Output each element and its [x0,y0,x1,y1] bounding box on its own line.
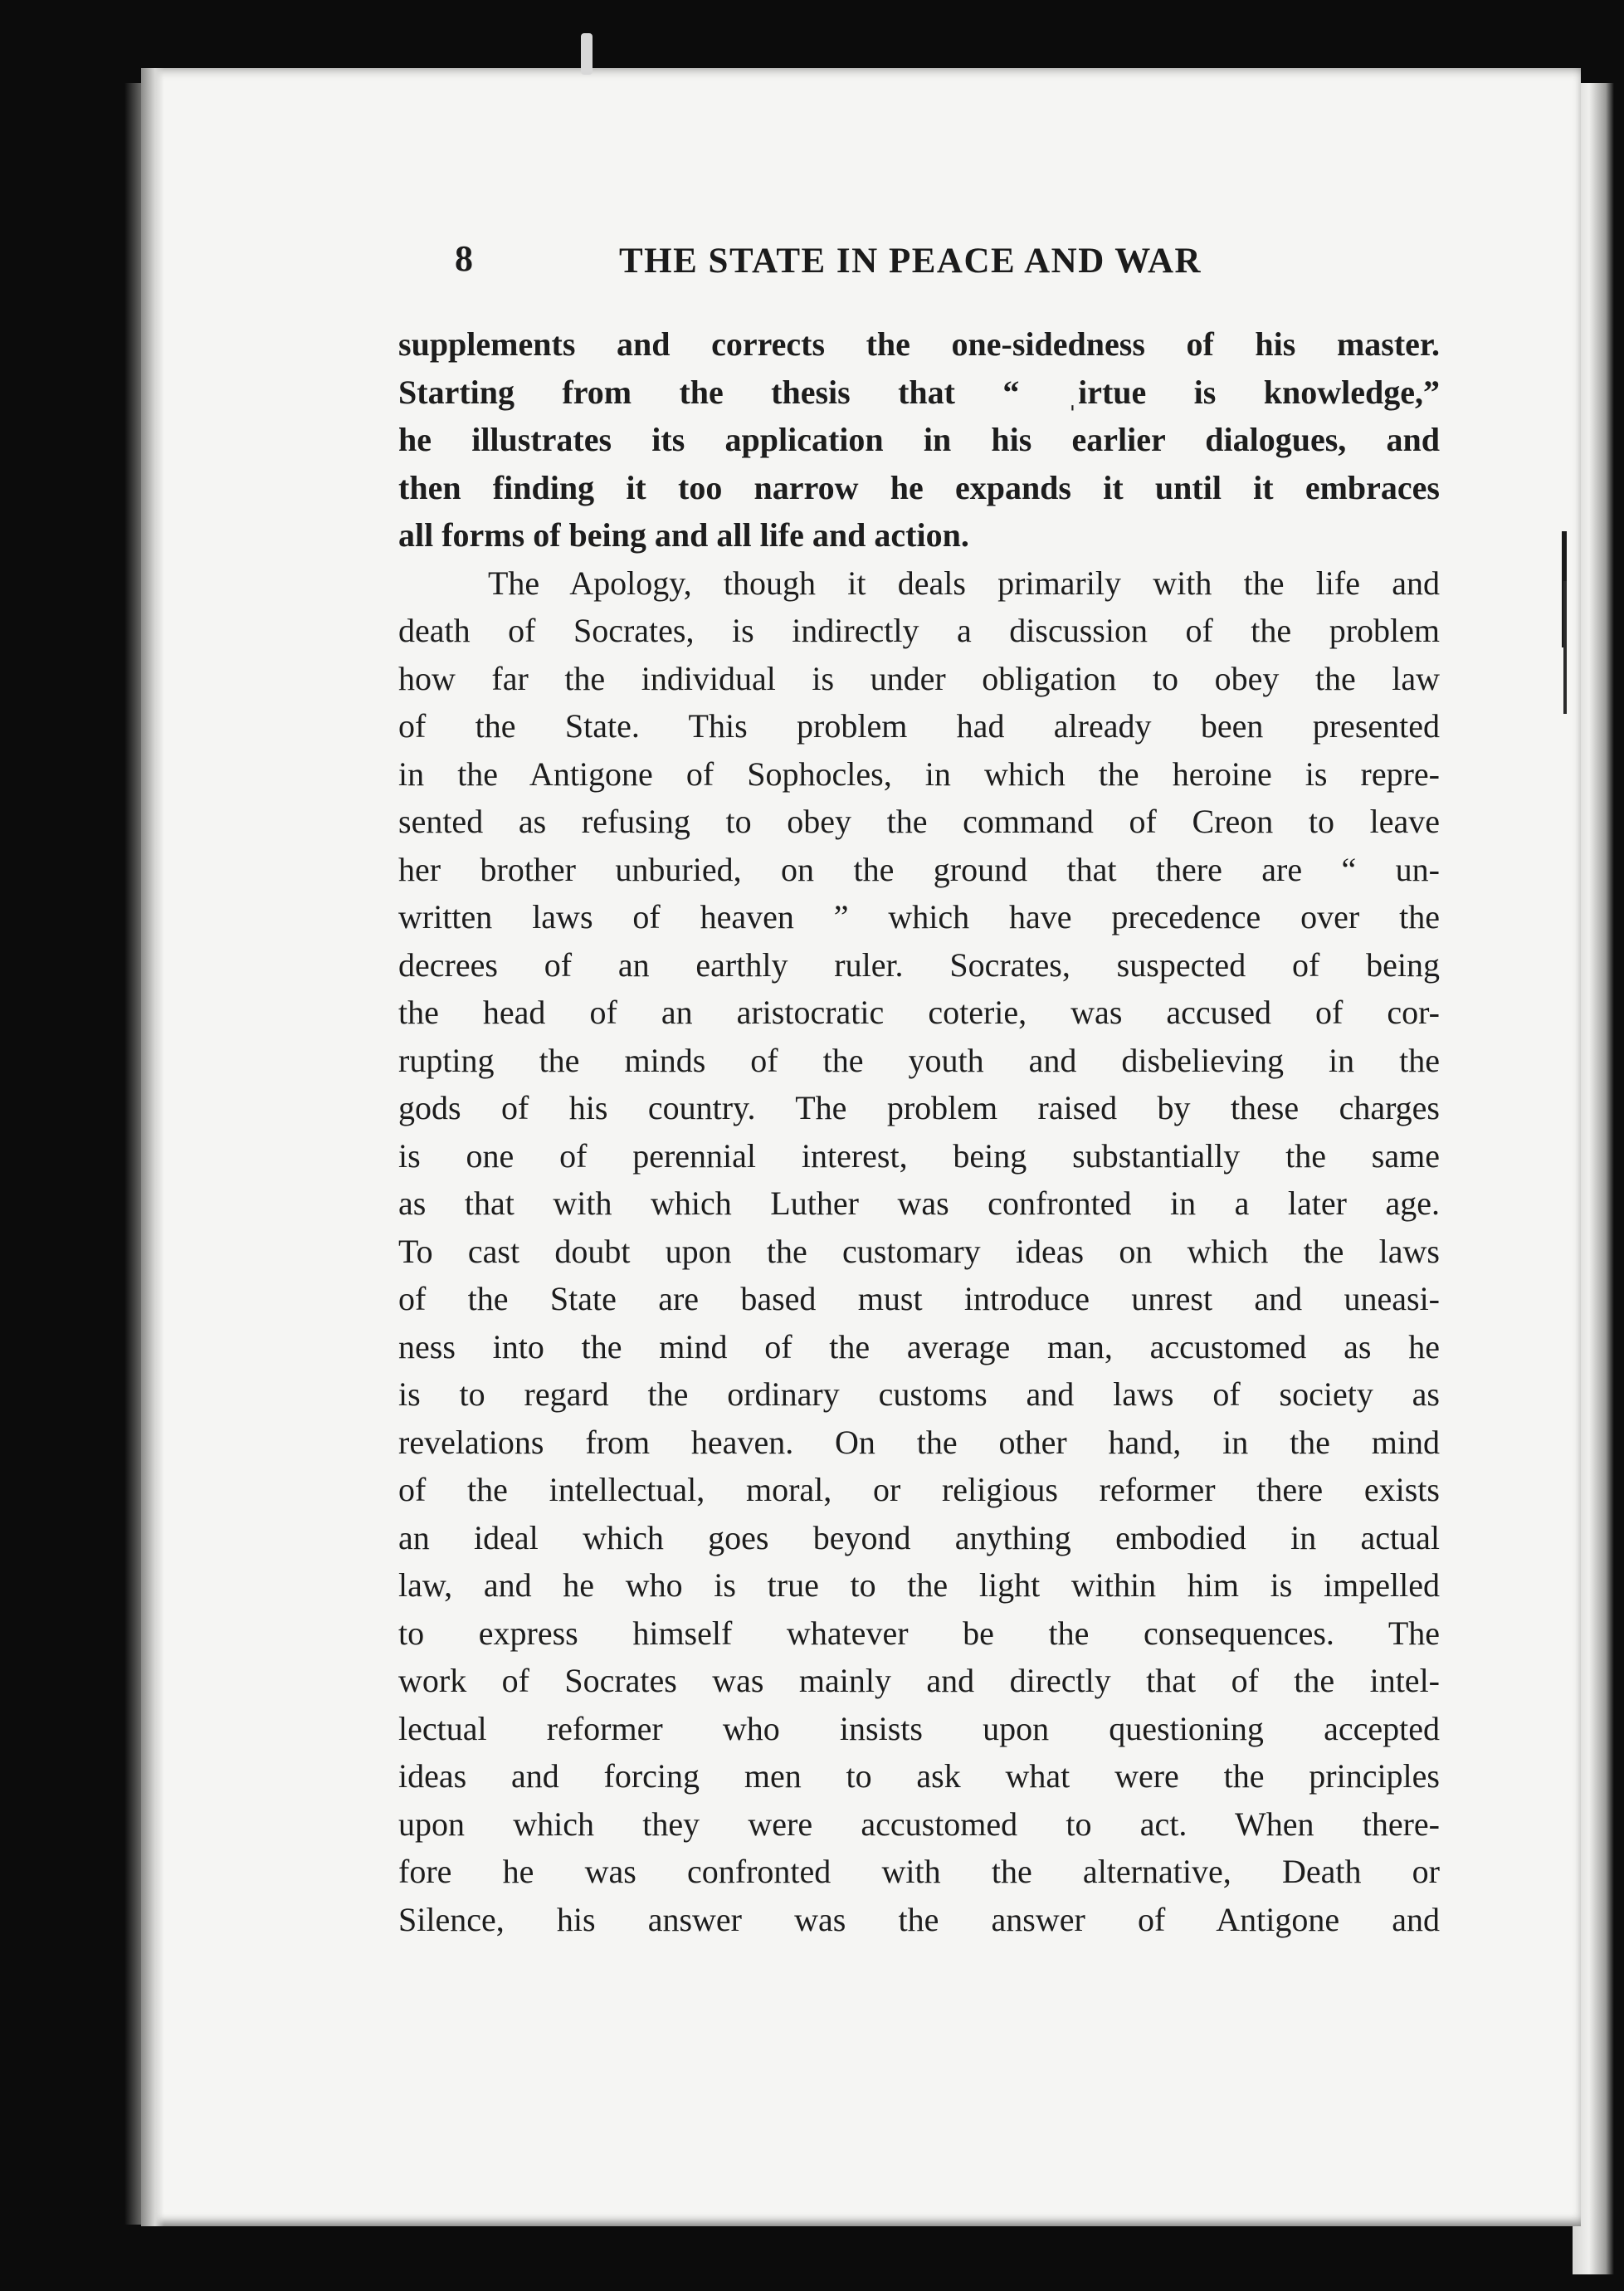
text-line: revelations from heaven. On the other hand, in the mind [398,1423,1440,1461]
text-line: The Apology, though it deals primarily with the life and [488,564,1440,602]
scan-speck [581,33,593,75]
text-line: lectual reformer who insists upon questioning accepted [398,1709,1440,1747]
text-line: law, and he who is true to the light within him is impelled [398,1566,1440,1604]
text-line: to express himself whatever be the consequences. The [398,1614,1440,1652]
text-line: sented as refusing to obey the command of Creon to leave [398,803,1440,840]
text-line: as that with which Luther was confronted in a later age. [398,1185,1440,1222]
text-line: the head of an aristocratic coterie, was accused of cor- [398,994,1440,1031]
text-line: ideas and forcing men to ask what were the principles [398,1757,1440,1795]
text-line: in the Antigone of Sophocles, in which the heroine is repre- [398,755,1440,793]
text-line: how far the individual is under obligation to obey the law [398,659,1440,697]
page-number: 8 [455,238,473,279]
text-line: death of Socrates, is indirectly a discussion of the problem [398,612,1440,649]
text-line: supplements and corrects the one-sidedness of his master. [398,325,1440,363]
text-line: of the intellectual, moral, or religious reformer there exists [398,1471,1440,1508]
text-line: rupting the minds of the youth and disbelieving in the [398,1041,1440,1079]
text-line: of the State. This problem had already been presented [398,707,1440,745]
text-line: fore he was confronted with the alternative, Death or [398,1853,1440,1890]
text-line: gods of his country. The problem raised by these charges [398,1089,1440,1126]
text-line: Starting from the thesis that “ ˌirtue is knowledge,” [398,373,1440,411]
paragraph [398,320,1440,559]
text-line: decrees of an earthly ruler. Socrates, suspected of being [398,945,1440,984]
text-line: then finding it too narrow he expands it until it embraces [398,468,1440,506]
text-line: work of Socrates was mainly and directly that of the intel- [398,1662,1440,1699]
text-line: written laws of heaven ” which have precedence over the [398,898,1440,935]
text-line: an ideal which goes beyond anything embodied in actual [398,1518,1440,1556]
text-line: all forms of being and all life and action. [398,516,969,554]
text-line: To cast doubt upon the customary ideas on which the laws [398,1232,1440,1270]
text-line: of the State are based must introduce unrest and uneasi- [398,1280,1440,1317]
page-body [398,320,1440,1943]
paragraph [398,559,1440,1944]
scan-speck [1563,581,1567,714]
text-line: is to regard the ordinary customs and laws of society as [398,1375,1440,1413]
text-line: her brother unburied, on the ground that there are “ un- [398,850,1440,888]
text-line: he illustrates its application in his earlier dialogues, and [398,421,1440,458]
text-line: ness into the mind of the average man, accustomed as he [398,1327,1440,1365]
text-line: Silence, his answer was the answer of Antigone and [398,1900,1440,1938]
running-title: THE STATE IN PEACE AND WAR [619,242,1202,281]
text-line: is one of perennial interest, being substantially the same [398,1136,1440,1175]
text-line: upon which they were accustomed to act. When there- [398,1805,1440,1843]
page-header [455,232,1285,291]
